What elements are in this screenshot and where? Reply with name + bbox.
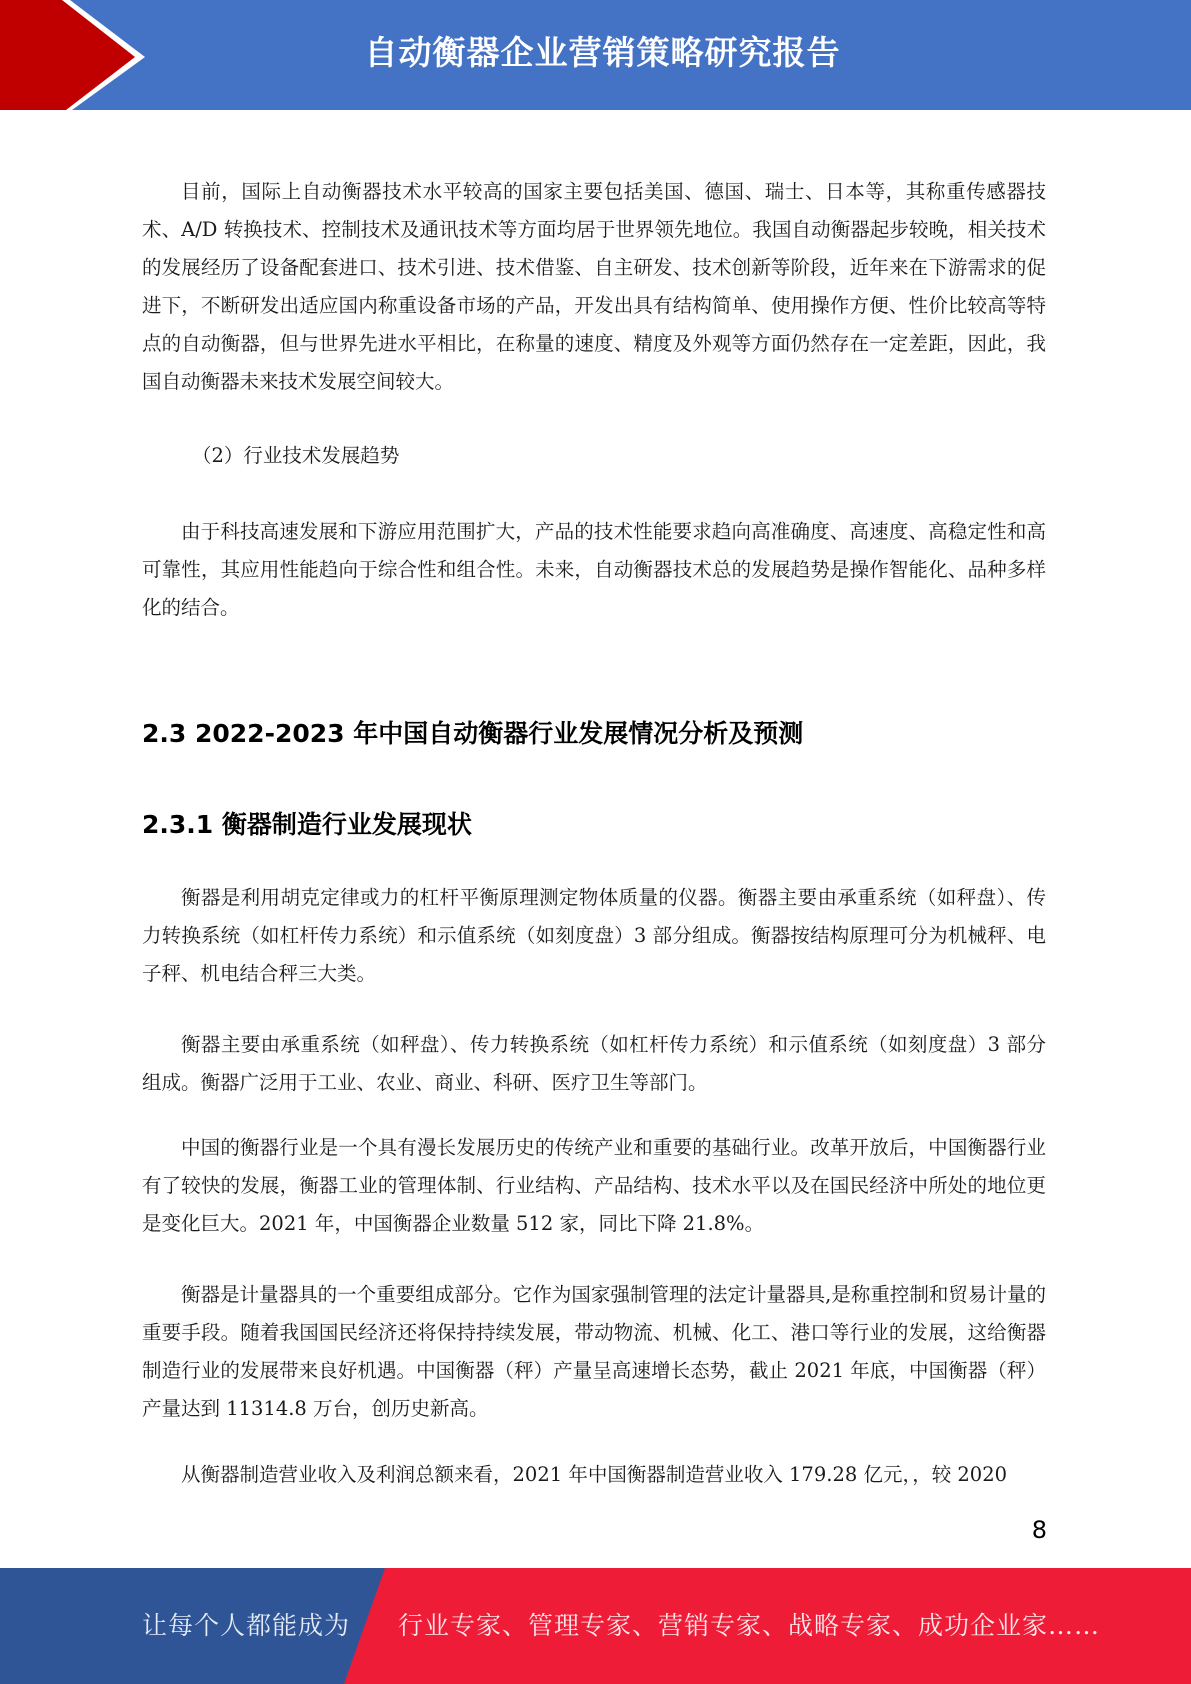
paragraph-scale-composition: 衡器主要由承重系统（如秤盘）、传力转换系统（如杠杆传力系统）和示值系统（如刻度盘）3 部分组成。衡器广泛用于工业、农业、商业、科研、医疗卫生等部门。 — [142, 1033, 1046, 1094]
paragraph-scale-definition: 衡器是利用胡克定律或力的杠杆平衡原理测定物体质量的仪器。衡器主要由承重系统（如秤盘）、传力转换系统（如杠杆传力系统）和示值系统（如刻度盘）3 部分组成。衡器按结构原理可分为机械秤、电子秤、机电结合秤三大类。 — [142, 886, 1046, 985]
header-title: 自动衡器企业营销策略研究报告 — [364, 33, 841, 72]
paragraph-tech-status: 目前，国际上自动衡器技术水平较高的国家主要包括美国、德国、瑞士、日本等，其称重传感器技术、A/D 转换技术、控制技术及通讯技术等方面均居于世界领先地位。我国自动衡器起步较晚，相关技术的发展经历了设备配套进口、技术引进、技术借鉴、自主研发、技术创新等阶段，近年来在下游需求的促进下，不断研发出适应国内称重设备市场的产品，开发出具有结构简单、使用操作方便、性价比较高等特点的自动衡器，但与世界先进水平相比，在称量的速度、精度及外观等方面仍然存在一定差距，因此，我国自动衡器未来技术发展空间较大。 — [142, 180, 1046, 393]
footer-slogan-left: 让每个人都能成为 — [142, 1611, 351, 1640]
page-footer — [0, 1568, 1191, 1684]
paragraph-revenue: 从衡器制造营业收入及利润总额来看，2021 年中国衡器制造营业收入 179.28 亿元，，较 2020 — [181, 1463, 1008, 1486]
paragraph-industry-production: 衡器是计量器具的一个重要组成部分。它作为国家强制管理的法定计量器具,是称重控制和贸易计量的重要手段。随着我国国民经济还将保持持续发展，带动物流、机械、化工、港口等行业的发展，这给衡器制造行业的发展带来良好机遇。中国衡器（秤）产量呈高速增长态势，截止 2021 年底，中国衡器（秤）产量达到 11314.8 万台，创历史新高。 — [142, 1283, 1046, 1420]
page-header — [0, 0, 1191, 110]
footer-slogan-right: 行业专家、管理专家、营销专家、战略专家、成功企业家…… — [398, 1611, 1101, 1640]
section-heading-2-3-1: 2.3.1 衡器制造行业发展现状 — [142, 810, 472, 839]
page-number: 8 — [1031, 1516, 1047, 1544]
paragraph-industry-history: 中国的衡器行业是一个具有漫长发展历史的传统产业和重要的基础行业。改革开放后，中国衡器行业有了较快的发展，衡器工业的管理体制、行业结构、产品结构、技术水平以及在国民经济中所处的地位更是变化巨大。2021 年，中国衡器企业数量 512 家，同比下降 21.8%。 — [142, 1136, 1046, 1235]
subheading-tech-trend: （2）行业技术发展趋势 — [192, 444, 400, 467]
paragraph-tech-trend: 由于科技高速发展和下游应用范围扩大，产品的技术性能要求趋向高准确度、高速度、高稳定性和高可靠性，其应用性能趋向于综合性和组合性。未来，自动衡器技术总的发展趋势是操作智能化、品种多样化的结合。 — [142, 520, 1046, 619]
section-heading-2-3: 2.3 2022-2023 年中国自动衡器行业发展情况分析及预测 — [142, 719, 804, 748]
